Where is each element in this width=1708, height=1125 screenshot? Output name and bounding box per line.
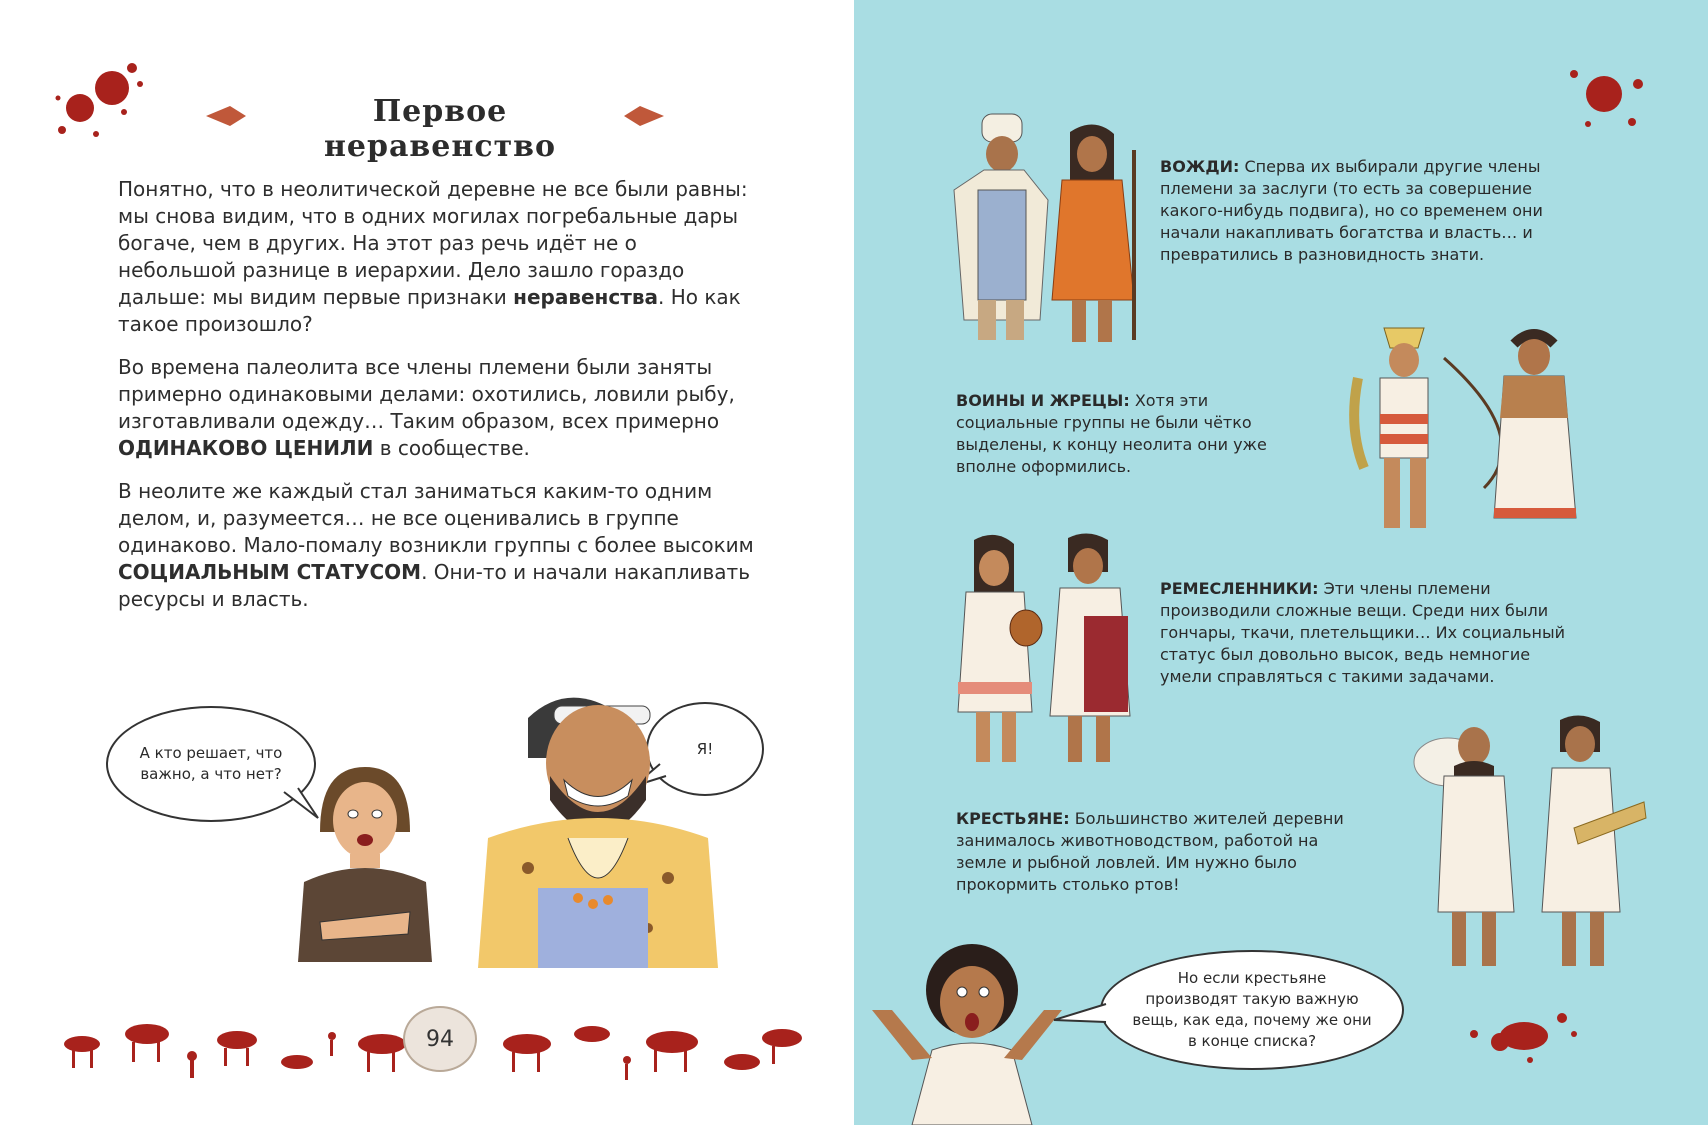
speech-bubble-girl: Но если крестьяне производят такую важную вещь, как еда, почему же они в конце списка? bbox=[1100, 950, 1404, 1070]
paint-splatter-icon bbox=[1554, 60, 1654, 140]
caption-peasants: КРЕСТЬЯНЕ: Большинство жителей деревни занималось животноводством, работой на земле и рыбной ловлей. Им нужно было прокормить столько ртов! bbox=[956, 809, 1344, 894]
caption-chiefs: ВОЖДИ: Сперва их выбирали другие члены племени за заслуги (то есть за совершение какого-нибудь подвига), но со временем они начали накапливать богатства и власть… и превратились в разновидность знати. bbox=[1160, 157, 1543, 264]
character-chief-illustration bbox=[468, 688, 718, 968]
caption-artisans: РЕМЕСЛЕННИКИ: Эти члены племени производили сложные вещи. Среди них были гончары, ткачи, плетельщики… Их социальный статус был довольно высок, ведь немногие умели справляться с такими задачами. bbox=[1160, 579, 1566, 686]
bubble-tail bbox=[1050, 1000, 1110, 1030]
character-girl-illustration bbox=[290, 762, 440, 972]
page-number: 94 bbox=[403, 1006, 477, 1072]
chiefs-illustration bbox=[944, 110, 1144, 350]
right-page bbox=[854, 0, 1708, 1125]
caption-warriors-priests: ВОИНЫ И ЖРЕЦЫ: Хотя эти социальные группы не были чётко выделены, к концу неолита они уже вполне оформились. bbox=[956, 391, 1267, 476]
paint-splatter-icon bbox=[1464, 1004, 1584, 1068]
warriors-priests-illustration bbox=[1344, 318, 1604, 548]
character-curly-girl-illustration bbox=[872, 940, 1062, 1125]
page-title: Первое неравенство bbox=[323, 94, 557, 164]
arrowhead-right-icon bbox=[624, 106, 664, 126]
paint-splatter-icon bbox=[52, 50, 152, 150]
artisans-illustration bbox=[944, 532, 1144, 772]
body-text bbox=[118, 176, 758, 629]
paragraph: Понятно, что в неолитической деревне не все были равны: мы снова видим, что в одних могилах погребальные дары богаче, чем в других. На этот раз речь идёт не о небольшой разнице в иерархии. Дело зашло гораздо дальше: мы видим первые признаки неравенства. Но как такое произошло? bbox=[118, 177, 748, 336]
speech-bubble-question: А кто решает, что важно, а что нет? bbox=[106, 706, 316, 822]
paragraph: Во времена палеолита все члены племени были заняты примерно одинаковыми делами: охотились, ловили рыбу, изготавливали одежду… Таким образом, всех примерно ОДИНАКОВО ЦЕНИЛИ в сообществе. bbox=[118, 355, 735, 460]
peasants-illustration bbox=[1398, 712, 1648, 972]
paragraph: В неолите же каждый стал заниматься каким-то одним делом, и, разумеется… не все оценивались в группе одинаково. Мало-помалу возникли группы с более высоким СОЦИАЛЬНЫМ СТАТУСОМ. Они-то и начали накапливать ресурсы и власть. bbox=[118, 479, 754, 611]
arrowhead-left-icon bbox=[206, 106, 246, 126]
speech-bubble-answer: Я! bbox=[646, 702, 764, 796]
